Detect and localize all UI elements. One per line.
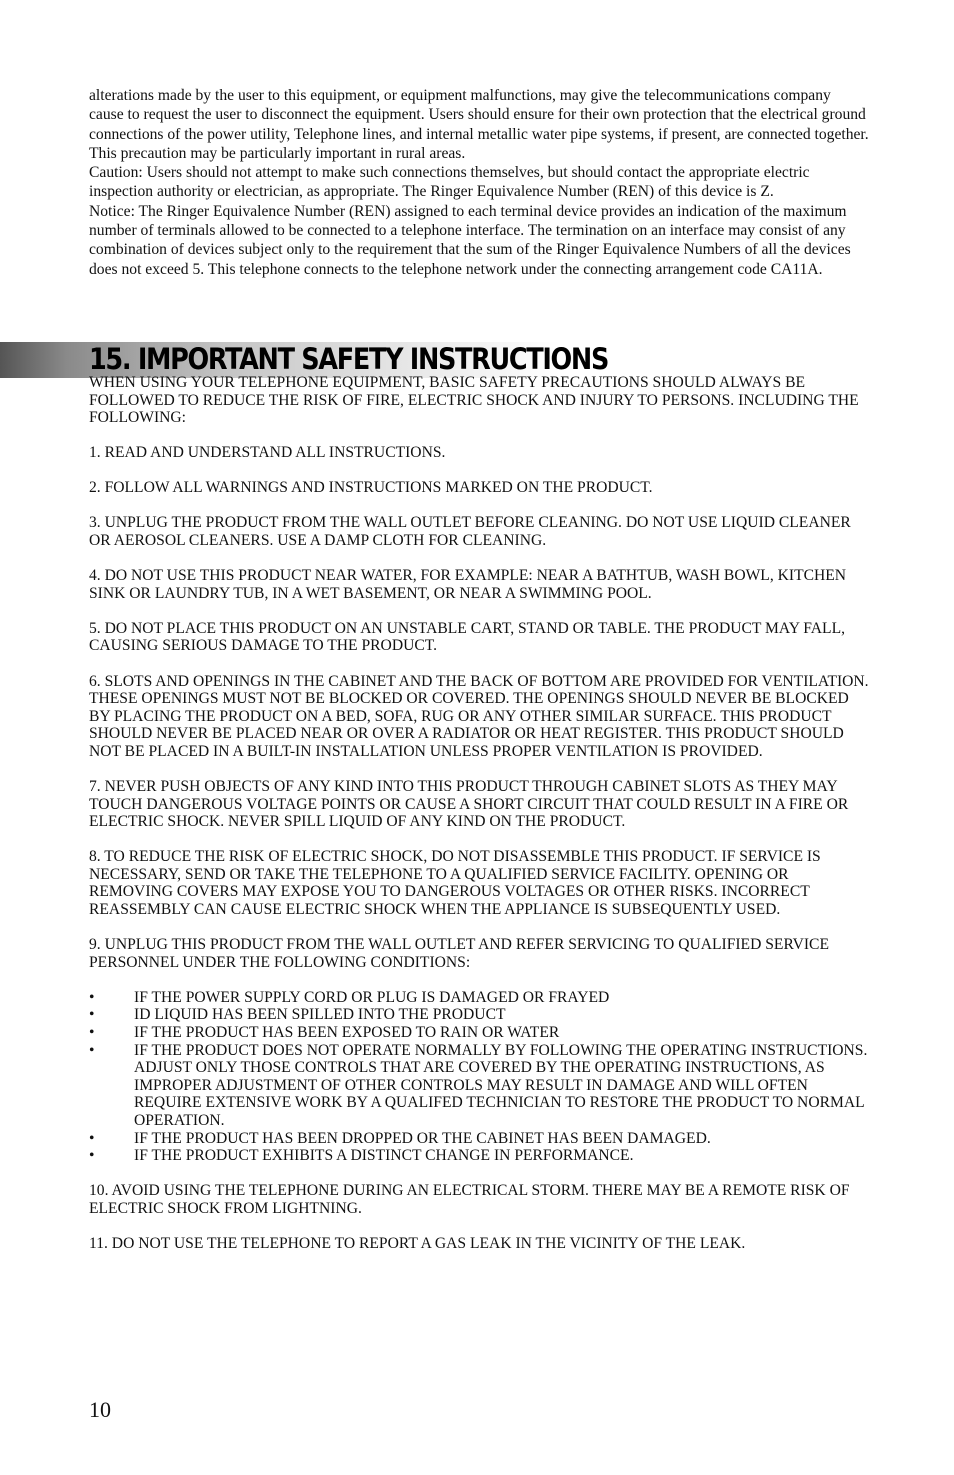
- intro-paragraph: alterations made by the user to this equipment, or equipment malfunctions, may give the telecommunications company cause to request the user to disconnect the equipment. Users should ensure for their own protection that the electrical ground connections of the power utility, Telephone lines, and internal metallic water pipe systems, if present, are connected together. This precaution may be particularly important in rural areas.: [89, 87, 869, 162]
- list-item: [89, 1006, 869, 1024]
- caution-paragraph: Caution: Users should not attempt to make such connections themselves, but should contact the appropriate electric inspection authority or electrician, as appropriate. The Ringer Equivalence Number (REN) of this device is Z.: [89, 164, 810, 201]
- instruction-item-11: 11. DO NOT USE THE TELEPHONE TO REPORT A GAS LEAK IN THE VICINITY OF THE LEAK.: [89, 1234, 746, 1252]
- instruction-item-2: 2. FOLLOW ALL WARNINGS AND INSTRUCTIONS MARKED ON THE PRODUCT.: [89, 479, 653, 497]
- instruction-item-8: 8. TO REDUCE THE RISK OF ELECTRIC SHOCK, DO NOT DISASSEMBLE THIS PRODUCT. IF SERVICE IS NECESSARY, SEND OR TAKE THE TELEPHONE TO A QUALIFIED SERVICE FACILITY. OPENING OR REMOVING COVERS MAY EXPOSE YOU TO DANGEROUS VOLTAGES OR OTHER RISKS. INCORRECT REASSEMBLY CAN CAUSE ELECTRIC SHOCK WHEN THE APPLIANCE IS SUBSEQUENTLY USED.: [89, 848, 821, 919]
- instruction-item-10: 10. AVOID USING THE TELEPHONE DURING AN ELECTRICAL STORM. THERE MAY BE A REMOTE RISK OF ELECTRIC SHOCK FROM LIGHTNING.: [89, 1182, 850, 1217]
- bullet-icon: •: [89, 1024, 95, 1042]
- instruction-item-1: 1. READ AND UNDERSTAND ALL INSTRUCTIONS.: [89, 444, 446, 462]
- list-item: [89, 1130, 869, 1148]
- service-conditions-list: [89, 989, 869, 1165]
- bullet-icon: •: [89, 1006, 95, 1024]
- instruction-item-3: 3. UNPLUG THE PRODUCT FROM THE WALL OUTLET BEFORE CLEANING. DO NOT USE LIQUID CLEANER OR AEROSOL CLEANERS. USE A DAMP CLOTH FOR CLEANING.: [89, 514, 851, 550]
- list-item-text: IF THE PRODUCT DOES NOT OPERATE NORMALLY BY FOLLOWING THE OPERATING INSTRUCTIONS. ADJUST ONLY THOSE CONTROLS THAT ARE COVERED BY THE OPERATING INSTRUCTIONS, AS IMPROPER ADJUSTMENT OF OTHER CONTROLS MAY RESULT IN DAMAGE AND WILL OFTEN REQUIRE EXTENSIVE WORK BY A QUALIFED TECHNICIAN TO RESTORE THE PRODUCT TO NORMAL OPERATION.: [134, 1041, 868, 1129]
- list-item-text: IF THE PRODUCT HAS BEEN DROPPED OR THE CABINET HAS BEEN DAMAGED.: [134, 1129, 711, 1147]
- instruction-item-9: 9. UNPLUG THIS PRODUCT FROM THE WALL OUTLET AND REFER SERVICING TO QUALIFIED SERVICE PERSONNEL UNDER THE FOLLOWING CONDITIONS:: [89, 936, 829, 971]
- instruction-item-4: 4. DO NOT USE THIS PRODUCT NEAR WATER, FOR EXAMPLE: NEAR A BATHTUB, WASH BOWL, KITCHEN SINK OR LAUNDRY TUB, IN A WET BASEMENT, OR NEAR A SWIMMING POOL.: [89, 567, 847, 602]
- list-item: [89, 989, 869, 1007]
- list-item-text: IF THE PRODUCT HAS BEEN EXPOSED TO RAIN OR WATER: [134, 1024, 560, 1042]
- list-item-text: IF THE PRODUCT EXHIBITS A DISTINCT CHANGE IN PERFORMANCE.: [134, 1147, 634, 1165]
- list-item: [89, 1024, 869, 1042]
- page-number: 10: [89, 1397, 111, 1422]
- section-title: 15. IMPORTANT SAFETY INSTRUCTIONS: [89, 342, 609, 376]
- instruction-item-6: 6. SLOTS AND OPENINGS IN THE CABINET AND THE BACK OF BOTTOM ARE PROVIDED FOR VENTILATION. THESE OPENINGS MUST NOT BE BLOCKED OR COVERED. THE OPENINGS SHOULD NEVER BE BLOCKED BY PLACING THE PRODUCT ON A BED, SOFA, RUG OR ANY OTHER SIMILAR SURFACE. THIS PRODUCT SHOULD NEVER BE PLACED NEAR OR OVER A RADIATOR OR HEAT REGISTER. THIS PRODUCT SHOULD NOT BE PLACED IN A BUILT-IN INSTALLATION UNLESS PROPER VENTILATION IS PROVIDED.: [89, 672, 869, 760]
- notice-paragraph: Notice: The Ringer Equivalence Number (REN) assigned to each terminal device provides an indication of the maximum number of terminals allowed to be connected to a telephone interface. The termination on an interface may consist of any combination of devices subject only to the requirement that the sum of the Ringer Equivalence Numbers of all the devices does not exceed 5. This telephone connects to the telephone network under the connecting arrangement code CA11A.: [89, 202, 851, 278]
- section-intro: WHEN USING YOUR TELEPHONE EQUIPMENT, BASIC SAFETY PRECAUTIONS SHOULD ALWAYS BE FOLLOWED TO REDUCE THE RISK OF FIRE, ELECTRIC SHOCK AND INJURY TO PERSONS. INCLUDING THE FOLLOWING:: [89, 374, 859, 427]
- list-item-text: ID LIQUID HAS BEEN SPILLED INTO THE PRODUCT: [134, 1006, 506, 1024]
- instruction-item-5: 5. DO NOT PLACE THIS PRODUCT ON AN UNSTABLE CART, STAND OR TABLE. THE PRODUCT MAY FALL, CAUSING SERIOUS DAMAGE TO THE PRODUCT.: [89, 619, 846, 655]
- safety-instructions: [89, 374, 869, 1270]
- list-item: [89, 1147, 869, 1165]
- list-item: [89, 1042, 869, 1130]
- bullet-icon: •: [89, 1129, 95, 1147]
- bullet-icon: •: [89, 1041, 95, 1059]
- list-item-text: IF THE POWER SUPPLY CORD OR PLUG IS DAMAGED OR FRAYED: [134, 988, 610, 1006]
- instruction-item-7: 7. NEVER PUSH OBJECTS OF ANY KIND INTO THIS PRODUCT THROUGH CABINET SLOTS AS THEY MAY TOUCH DANGEROUS VOLTAGE POINTS OR CAUSE A SHORT CIRCUIT THAT COULD RESULT IN A FIRE OR ELECTRIC SHOCK. NEVER SPILL LIQUID OF ANY KIND ON THE PRODUCT.: [89, 778, 849, 831]
- bullet-icon: •: [89, 1147, 95, 1165]
- bullet-icon: •: [89, 988, 95, 1006]
- intro-text: [89, 86, 869, 279]
